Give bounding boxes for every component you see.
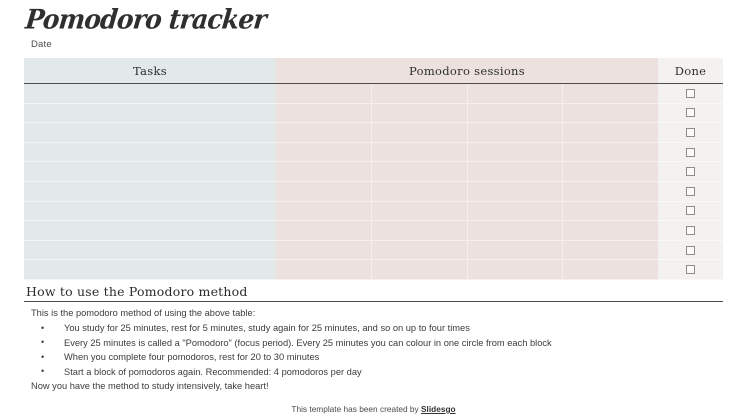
pomodoro-session-slot[interactable]: [468, 221, 564, 240]
howto-bullet-item: • When you complete four pomodoros, rest for 20 to 30 minutes: [31, 350, 552, 365]
pomodoro-sessions-cell: [276, 202, 658, 222]
pomodoro-session-slot[interactable]: [276, 162, 372, 181]
pomodoro-session-slot[interactable]: [276, 260, 372, 279]
pomodoro-sessions-cell: [276, 84, 658, 104]
table-row: [24, 123, 723, 143]
date-label: Date: [31, 39, 52, 50]
pomodoro-session-slot[interactable]: [468, 143, 564, 162]
howto-bullet-item: • Start a block of pomodoros again. Recommended: 4 pomodoros per day: [31, 365, 552, 380]
pomodoro-sessions-cell: [276, 143, 658, 163]
pomodoro-session-slot[interactable]: [563, 260, 658, 279]
pomodoro-sessions-cell: [276, 104, 658, 124]
pomodoro-sessions-cell: [276, 162, 658, 182]
table-row: [24, 84, 723, 104]
task-cell[interactable]: [24, 104, 276, 124]
done-cell: [658, 123, 723, 143]
pomodoro-session-slot[interactable]: [468, 104, 564, 123]
howto-bullet-list: [31, 321, 552, 379]
done-cell: [658, 104, 723, 124]
pomodoro-session-slot[interactable]: [563, 241, 658, 260]
pomodoro-session-slot[interactable]: [276, 104, 372, 123]
pomodoro-session-slot[interactable]: [372, 143, 468, 162]
pomodoro-session-slot[interactable]: [372, 162, 468, 181]
pomodoro-session-slot[interactable]: [372, 182, 468, 201]
pomodoro-session-slot[interactable]: [276, 143, 372, 162]
pomodoro-session-slot[interactable]: [372, 241, 468, 260]
done-cell: [658, 221, 723, 241]
howto-outro-text: Now you have the method to study intensively, take heart!: [31, 381, 269, 391]
table-row: [24, 260, 723, 280]
column-header-done: Done: [658, 58, 723, 83]
task-cell[interactable]: [24, 182, 276, 202]
table-row: [24, 162, 723, 182]
task-cell[interactable]: [24, 162, 276, 182]
pomodoro-session-slot[interactable]: [276, 202, 372, 221]
table-row: [24, 104, 723, 124]
pomodoro-sessions-cell: [276, 221, 658, 241]
pomodoro-session-slot[interactable]: [372, 260, 468, 279]
done-cell: [658, 84, 723, 104]
task-cell[interactable]: [24, 143, 276, 163]
pomodoro-session-slot[interactable]: [372, 84, 468, 103]
footer-text: This template has been created by: [291, 404, 422, 414]
task-cell[interactable]: [24, 241, 276, 261]
howto-intro-text: This is the pomodoro method of using the above table:: [31, 308, 256, 318]
pomodoro-session-slot[interactable]: [468, 260, 564, 279]
task-cell[interactable]: [24, 202, 276, 222]
table-row: [24, 241, 723, 261]
pomodoro-session-slot[interactable]: [276, 182, 372, 201]
page-title: Pomodoro tracker: [24, 3, 268, 36]
howto-divider: [24, 301, 723, 302]
done-cell: [658, 260, 723, 280]
table-body: [24, 84, 723, 280]
pomodoro-session-slot[interactable]: [468, 202, 564, 221]
done-cell: [658, 241, 723, 261]
column-header-tasks: Tasks: [24, 58, 276, 83]
pomodoro-session-slot[interactable]: [372, 221, 468, 240]
howto-heading: How to use the Pomodoro method: [26, 284, 248, 299]
table-row: [24, 143, 723, 163]
pomodoro-session-slot[interactable]: [563, 162, 658, 181]
pomodoro-session-slot[interactable]: [372, 104, 468, 123]
done-checkbox[interactable]: [686, 128, 695, 137]
done-checkbox[interactable]: [686, 108, 695, 117]
done-checkbox[interactable]: [686, 206, 695, 215]
done-cell: [658, 202, 723, 222]
done-checkbox[interactable]: [686, 89, 695, 98]
table-row: [24, 202, 723, 222]
pomodoro-sessions-cell: [276, 182, 658, 202]
done-checkbox[interactable]: [686, 246, 695, 255]
pomodoro-session-slot[interactable]: [276, 241, 372, 260]
task-cell[interactable]: [24, 260, 276, 280]
column-header-pomodoro-sessions: Pomodoro sessions: [276, 58, 658, 83]
pomodoro-sessions-cell: [276, 123, 658, 143]
pomodoro-session-slot[interactable]: [276, 221, 372, 240]
pomodoro-session-slot[interactable]: [468, 241, 564, 260]
pomodoro-session-slot[interactable]: [372, 123, 468, 142]
done-checkbox[interactable]: [686, 167, 695, 176]
pomodoro-session-slot[interactable]: [563, 182, 658, 201]
table-row: [24, 182, 723, 202]
pomodoro-session-slot[interactable]: [563, 84, 658, 103]
done-checkbox[interactable]: [686, 187, 695, 196]
task-cell[interactable]: [24, 84, 276, 104]
footer: [0, 404, 747, 414]
task-cell[interactable]: [24, 123, 276, 143]
pomodoro-session-slot[interactable]: [468, 162, 564, 181]
table-row: [24, 221, 723, 241]
howto-bullet-item: • You study for 25 minutes, rest for 5 minutes, study again for 25 minutes, and so on up to four times: [31, 321, 552, 336]
pomodoro-session-slot[interactable]: [563, 202, 658, 221]
pomodoro-session-slot[interactable]: [563, 143, 658, 162]
pomodoro-sessions-cell: [276, 260, 658, 280]
pomodoro-tracker-table: [24, 58, 723, 280]
howto-bullet-item: • Every 25 minutes is called a "Pomodoro" (focus period). Every 25 minutes you can colour in one circle from each block: [31, 336, 552, 351]
task-cell[interactable]: [24, 221, 276, 241]
done-checkbox[interactable]: [686, 148, 695, 157]
table-header-row: [24, 58, 723, 84]
pomodoro-session-slot[interactable]: [372, 202, 468, 221]
done-checkbox[interactable]: [686, 265, 695, 274]
pomodoro-session-slot[interactable]: [563, 221, 658, 240]
pomodoro-session-slot[interactable]: [276, 123, 372, 142]
done-cell: [658, 182, 723, 202]
done-cell: [658, 143, 723, 163]
pomodoro-session-slot[interactable]: [563, 123, 658, 142]
pomodoro-session-slot[interactable]: [468, 182, 564, 201]
slidesgo-link[interactable]: Slidesgo: [421, 404, 456, 414]
pomodoro-session-slot[interactable]: [468, 123, 564, 142]
pomodoro-session-slot[interactable]: [563, 104, 658, 123]
pomodoro-sessions-cell: [276, 241, 658, 261]
done-checkbox[interactable]: [686, 226, 695, 235]
done-cell: [658, 162, 723, 182]
pomodoro-session-slot[interactable]: [276, 84, 372, 103]
pomodoro-session-slot[interactable]: [468, 84, 564, 103]
